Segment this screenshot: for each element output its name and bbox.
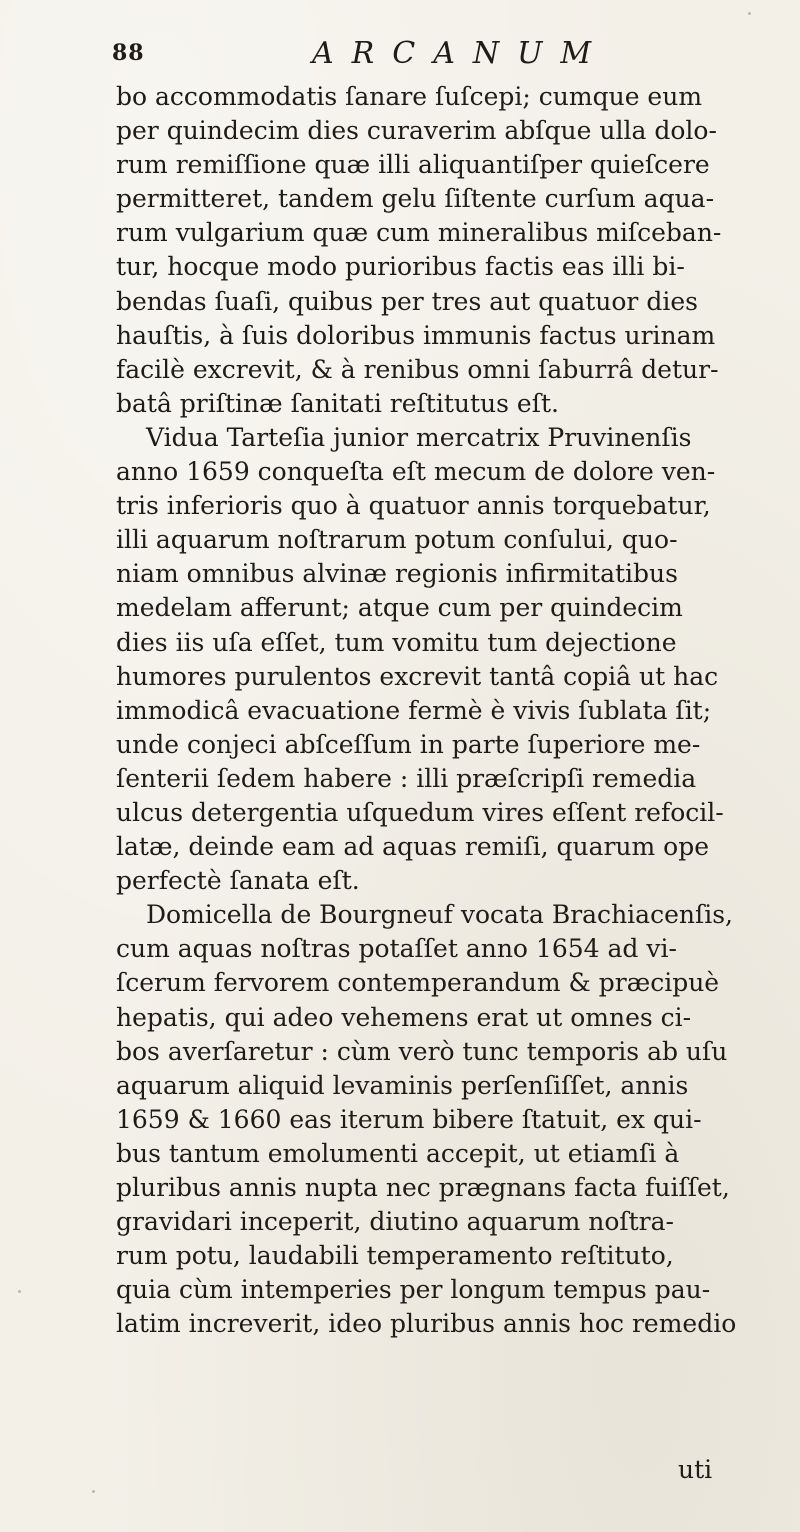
paper-speck	[748, 12, 751, 15]
text-line: humores purulentos excrevit tantâ copiâ ut hac	[116, 661, 719, 691]
text-line: rum potu, laudabili temperamento reſtituto,	[116, 1241, 674, 1271]
text-line: bus tantum emolumenti accepit, ut etiamſi à	[116, 1138, 680, 1168]
text-line: hauſtis, à ſuis doloribus immunis factus urinam	[116, 320, 716, 350]
paper-speck	[18, 1290, 21, 1293]
text-line: ſcerum fervorem contemperandum & præcipuè	[116, 968, 720, 998]
text-line: pluribus annis nupta nec prægnans facta fuiſſet,	[116, 1173, 730, 1202]
text-line: immodicâ evacuatione fermè è vivis ſublata ſit;	[116, 695, 712, 725]
text-line: ſenterii ſedem habere : illi præſcripſi remedia	[116, 763, 697, 793]
running-title: ARCANUM	[312, 36, 610, 71]
text-line: perfectè ſanata eſt.	[116, 866, 360, 896]
text-line: facilè excrevit, & à renibus omni ſaburrâ detur-	[116, 354, 719, 384]
body-text	[116, 80, 788, 1341]
text-line: medelam afferunt; atque cum per quindecim	[116, 593, 683, 623]
text-line: tur, hocque modo purioribus factis eas illi bi-	[116, 252, 685, 282]
text-line: illi aquarum noſtrarum potum conſului, quo-	[116, 525, 678, 555]
text-line: cum aquas noſtras potaſſet anno 1654 ad vi-	[116, 934, 677, 964]
text-line: latæ, deinde eam ad aquas remiſi, quarum ope	[116, 832, 710, 862]
text-line: bos averſaretur : cùm verò tunc temporis ab uſu	[116, 1036, 728, 1066]
text-line: bo accommodatis ſanare ſuſcepi; cumque eum	[116, 82, 703, 111]
paragraph-start-line: Domicella de Bourgneuf vocata Brachiacenſis,	[146, 900, 733, 930]
page-number: 88	[112, 40, 145, 66]
text-line: dies iis uſa eſſet, tum vomitu tum dejectione	[116, 627, 677, 657]
text-line: bendas ſuaſi, quibus per tres aut quatuor dies	[116, 286, 698, 316]
text-line: unde conjeci abſceſſum in parte ſuperiore me-	[116, 729, 701, 759]
text-line: ulcus detergentia uſquedum vires eſſent refocil-	[116, 797, 724, 827]
paper-speck	[92, 1490, 95, 1493]
text-line: permitteret, tandem gelu ſiſtente curſum aqua-	[116, 184, 715, 214]
text-line: niam omnibus alvinæ regionis infirmitatibus	[116, 559, 678, 589]
text-line: latim increverit, ideo pluribus annis hoc remedio	[116, 1309, 737, 1339]
text-line: 1659 & 1660 eas iterum bibere ſtatuit, ex qui-	[116, 1104, 702, 1134]
text-line: batâ priſtinæ ſanitati reſtitutus eſt.	[116, 388, 559, 418]
text-line: hepatis, qui adeo vehemens erat ut omnes ci-	[116, 1002, 692, 1032]
text-line: anno 1659 conqueſta eſt mecum de dolore ven-	[116, 457, 716, 487]
paragraph-start-line: Vidua Tarteſia junior mercatrix Pruvinenſis	[146, 422, 692, 452]
text-line: gravidari inceperit, diutino aquarum noſtra-	[116, 1207, 674, 1237]
text-line: rum vulgarium quæ cum mineralibus miſceban-	[116, 218, 722, 248]
text-line: tris inferioris quo à quatuor annis torquebatur,	[116, 491, 711, 521]
text-line: quia cùm intemperies per longum tempus pau-	[116, 1275, 711, 1305]
text-line: aquarum aliquid levaminis perſenſiſſet, annis	[116, 1070, 689, 1100]
text-line: per quindecim dies curaverim abſque ulla dolo-	[116, 116, 717, 146]
page-header	[112, 36, 712, 76]
catchword: uti	[678, 1455, 713, 1484]
text-line: rum remiſſione quæ illi aliquantiſper quieſcere	[116, 150, 710, 180]
